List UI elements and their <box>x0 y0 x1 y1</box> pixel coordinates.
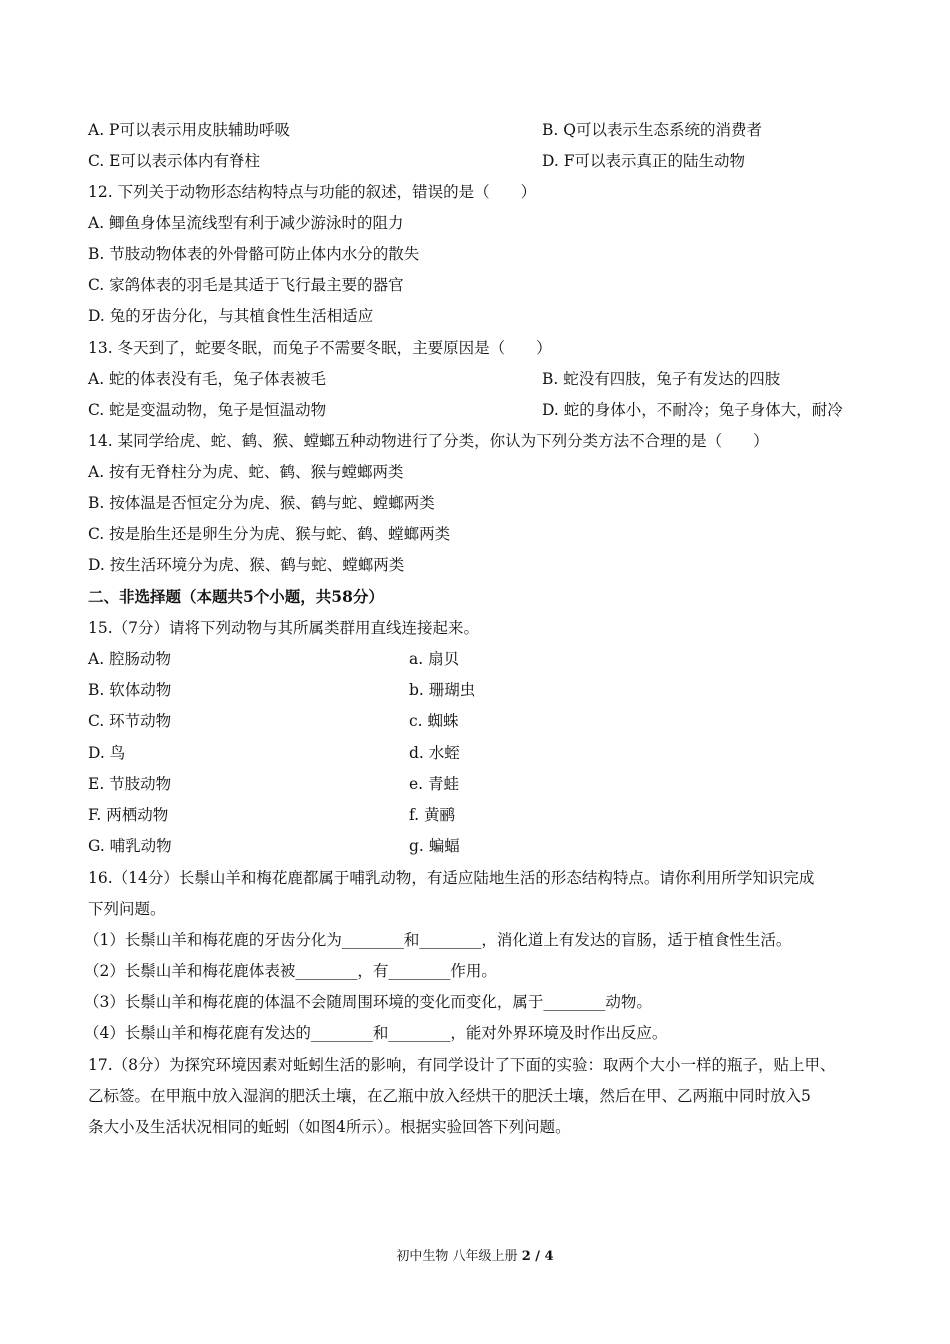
q13-option-row-1 <box>88 367 781 391</box>
q15-right-item: f. 黄鹂 <box>409 806 456 824</box>
q11-option-row-1 <box>88 118 762 142</box>
q15-left-item: A. 腔肠动物 <box>88 650 172 668</box>
q16-part-4: （4）长鬃山羊和梅花鹿有发达的________和________，能对外界环境及时作出反应。 <box>84 1024 668 1042</box>
q12-option-c: C. 家鸽体表的羽毛是其适于飞行最主要的器官 <box>88 276 404 294</box>
q11-option-b: B. Q可以表示生态系统的消费者 <box>542 121 762 139</box>
q15-left-item: D. 鸟 <box>88 744 126 762</box>
q14-option-c: C. 按是胎生还是卵生分为虎、猴与蛇、鹤、螳螂两类 <box>88 525 451 543</box>
q15-match-row <box>88 709 459 733</box>
q13-option-b: B. 蛇没有四肢，兔子有发达的四肢 <box>542 370 781 388</box>
q13-option-a: A. 蛇的体表没有毛，兔子体表被毛 <box>88 370 327 388</box>
q13-option-row-2 <box>88 398 843 422</box>
q17-line-3: 条大小及生活状况相同的蚯蚓（如图4所示）。根据实验回答下列问题。 <box>88 1118 571 1136</box>
q15-match-row <box>88 834 460 858</box>
q14-option-b: B. 按体温是否恒定分为虎、猴、鹤与蛇、螳螂两类 <box>88 494 435 512</box>
q15-left-item: C. 环节动物 <box>88 712 172 730</box>
q15-match-row <box>88 772 460 796</box>
q15-left-item: F. 两栖动物 <box>88 806 169 824</box>
section-title: 二、非选择题（本题共5个小题，共58分） <box>88 587 384 606</box>
q12-option-a: A. 鲫鱼身体呈流线型有利于减少游泳时的阻力 <box>88 214 404 232</box>
q17-line-1: 17.（8分）为探究环境因素对蚯蚓生活的影响，有同学设计了下面的实验：取两个大小一样的瓶子，贴上甲、 <box>88 1056 836 1074</box>
q14-option-a: A. 按有无脊柱分为虎、蛇、鹤、猴与螳螂两类 <box>88 463 404 481</box>
q13-stem: 13. 冬天到了，蛇要冬眠，而兔子不需要冬眠，主要原因是（ ） <box>88 339 552 357</box>
q17-line-2: 乙标签。在甲瓶中放入湿润的肥沃土壤，在乙瓶中放入经烘干的肥沃土壤，然后在甲、乙两瓶中同时放入5 <box>88 1087 811 1105</box>
q15-right-item: g. 蝙蝠 <box>409 837 460 855</box>
page-number: 2 / 4 <box>521 1249 554 1264</box>
q14-stem: 14. 某同学给虎、蛇、鹤、猴、螳螂五种动物进行了分类，你认为下列分类方法不合理的是（ ） <box>88 432 769 450</box>
q15-match-row <box>88 647 460 671</box>
q15-stem: 15.（7分）请将下列动物与其所属类群用直线连接起来。 <box>88 619 480 637</box>
q15-left-item: E. 节肢动物 <box>88 775 172 793</box>
q16-stem-line-2: 下列问题。 <box>88 900 166 918</box>
q15-right-item: e. 青蛙 <box>409 775 460 793</box>
q13-option-c: C. 蛇是变温动物，兔子是恒温动物 <box>88 401 327 419</box>
q15-left-item: G. 哺乳动物 <box>88 837 172 855</box>
q15-right-item: a. 扇贝 <box>409 650 460 668</box>
q11-option-c: C. E可以表示体内有脊柱 <box>88 152 260 170</box>
q14-option-d: D. 按生活环境分为虎、猴、鹤与蛇、螳螂两类 <box>88 556 405 574</box>
q15-match-row <box>88 741 460 765</box>
q12-option-b: B. 节肢动物体表的外骨骼可防止体内水分的散失 <box>88 245 420 263</box>
q13-option-d: D. 蛇的身体小，不耐冷；兔子身体大，耐冷 <box>542 401 843 419</box>
q16-part-1: （1）长鬃山羊和梅花鹿的牙齿分化为________和________，消化道上有发达的盲肠，适于植食性生活。 <box>84 931 792 949</box>
q12-option-d: D. 兔的牙齿分化，与其植食性生活相适应 <box>88 307 374 325</box>
q11-option-a: A. P可以表示用皮肤辅助呼吸 <box>88 121 290 139</box>
q12-stem: 12. 下列关于动物形态结构特点与功能的叙述，错误的是（ ） <box>88 183 537 201</box>
q15-match-row <box>88 803 456 827</box>
q15-left-item: B. 软体动物 <box>88 681 172 699</box>
q16-stem-line-1: 16.（14分）长鬃山羊和梅花鹿都属于哺乳动物，有适应陆地生活的形态结构特点。请你利用所学知识完成 <box>88 869 815 887</box>
q15-right-item: d. 水蛭 <box>409 744 460 762</box>
q16-part-2: （2）长鬃山羊和梅花鹿体表被________，有________作用。 <box>84 962 497 980</box>
q15-right-item: b. 珊瑚虫 <box>409 681 476 699</box>
q15-right-item: c. 蜘蛛 <box>409 712 459 730</box>
q16-part-3: （3）长鬃山羊和梅花鹿的体温不会随周围环境的变化而变化，属于________动物。 <box>84 993 652 1011</box>
q11-option-row-2 <box>88 149 745 173</box>
page-footer <box>0 1248 950 1266</box>
q15-match-row <box>88 678 476 702</box>
footer-subject: 初中生物 八年级上册 <box>396 1249 522 1264</box>
q11-option-d: D. F可以表示真正的陆生动物 <box>542 152 745 170</box>
